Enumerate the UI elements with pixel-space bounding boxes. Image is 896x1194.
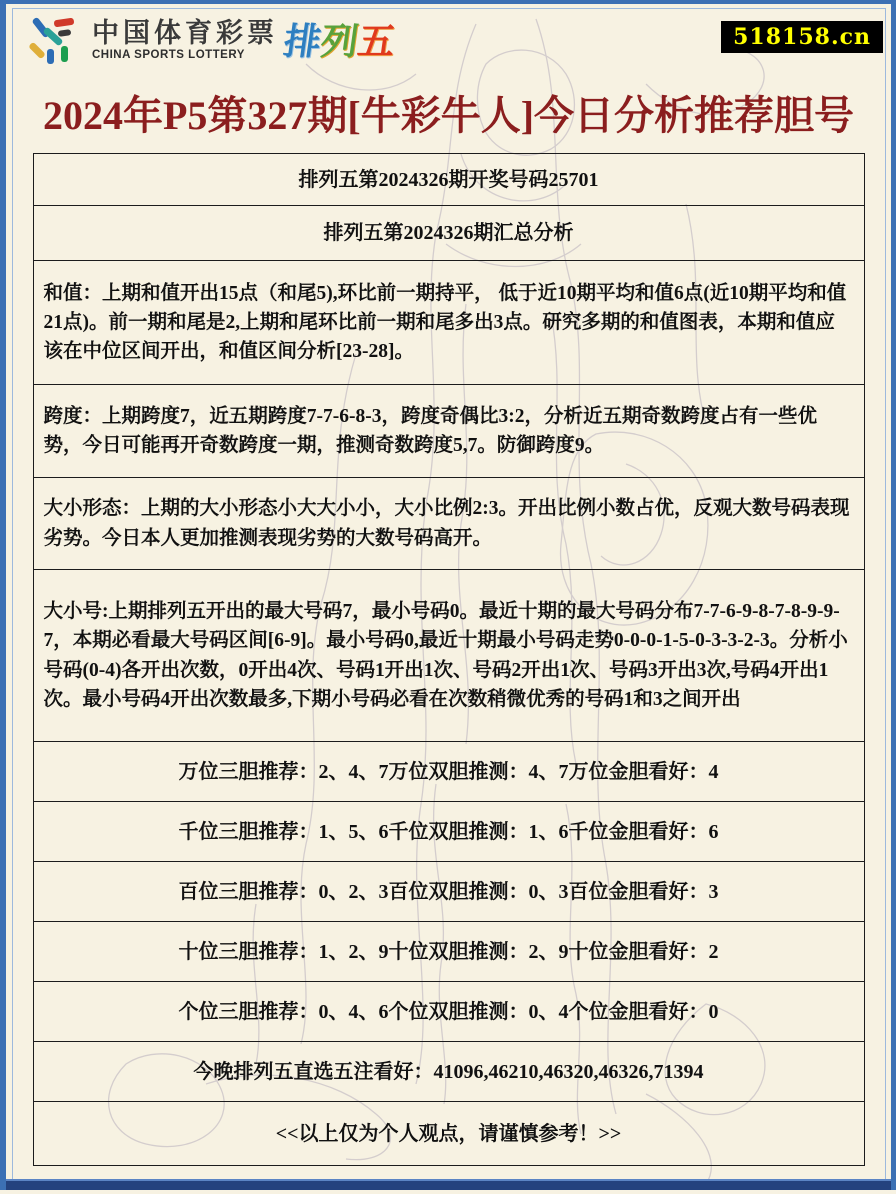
game-char-2: 列 bbox=[318, 20, 361, 62]
brand-text bbox=[92, 20, 278, 62]
lottery-sticks-icon bbox=[28, 16, 82, 66]
table-row-summary-title: 排列五第2024326期汇总分析 bbox=[34, 206, 864, 261]
game-char-3: 五 bbox=[355, 20, 398, 62]
table-row-bai-pick: 百位三胆推荐：0、2、3百位双胆推测：0、3百位金胆看好：3 bbox=[34, 862, 864, 922]
table-row-shi-pick: 十位三胆推荐：1、2、9十位双胆推测：2、9十位金胆看好：2 bbox=[34, 922, 864, 982]
table-row-draw-result: 排列五第2024326期开奖号码25701 bbox=[34, 154, 864, 206]
table-row-direct-picks: 今晚排列五直选五注看好：41096,46210,46320,46326,71394 bbox=[34, 1042, 864, 1102]
table-row-ge-pick: 个位三胆推荐：0、4、6个位双胆推测：0、4个位金胆看好：0 bbox=[34, 982, 864, 1042]
table-row-span-analysis: 跨度：上期跨度7，近五期跨度7-7-6-8-3，跨度奇偶比3:2，分析近五期奇数跨度占有一些优势，今日可能再开奇数跨度一期，推测奇数跨度5,7。防御跨度9。 bbox=[34, 385, 864, 478]
site-url-badge: 518158.cn bbox=[721, 21, 883, 53]
bottom-bar bbox=[6, 1179, 891, 1190]
table-row-wan-pick: 万位三胆推荐：2、4、7万位双胆推测：4、7万位金胆看好：4 bbox=[34, 742, 864, 802]
table-row-sum-analysis: 和值：上期和值开出15点（和尾5),环比前一期持平， 低于近10期平均和值6点(近10期平均和值21点)。前一期和尾是2,上期和尾环比前一期和尾多出3点。研究多期的和值图表，本期和值应该在中位区间开出，和值区间分析[23-28]。 bbox=[34, 261, 864, 385]
header bbox=[6, 4, 891, 76]
page-title: 2024年P5第327期[牛彩牛人]今日分析推荐胆号 bbox=[42, 93, 855, 138]
table-row-qian-pick: 千位三胆推荐：1、5、6千位双胆推测：1、6千位金胆看好：6 bbox=[34, 802, 864, 862]
brand-en: CHINA SPORTS LOTTERY bbox=[92, 49, 245, 62]
game-name-logo bbox=[281, 20, 398, 62]
game-char-1: 排 bbox=[281, 20, 324, 62]
table-row-disclaimer: <<以上仅为个人观点，请谨慎参考！>> bbox=[275, 1122, 622, 1145]
table-row-size-pattern: 大小形态：上期的大小形态小大大小小，大小比例2:3。开出比例小数占优，反观大数号码表现劣势。今日本人更加推测表现劣势的大数号码高开。 bbox=[34, 478, 864, 570]
brand-cn: 中国体育彩票 bbox=[92, 18, 278, 49]
sports-lottery-logo bbox=[28, 16, 398, 66]
analysis-table bbox=[33, 153, 865, 1166]
table-row-minmax-analysis: 大小号:上期排列五开出的最大号码7，最小号码0。最近十期的最大号码分布7-7-6-9-8-7-8-9-9-7，本期必看最大号码区间[6-9]。最小号码0,最近十期最小号码走势0-0-0-1-5-0-3-3-2-3。分析小号码(0-4)各开出次数，0开出4次、号码1开出1次、号码2开出1次、号码3开出3次,号码4开出1次。最小号码4开出次数最多,下期小号码必看在次数稍微优秀的号码1和3之间开出 bbox=[34, 570, 864, 742]
